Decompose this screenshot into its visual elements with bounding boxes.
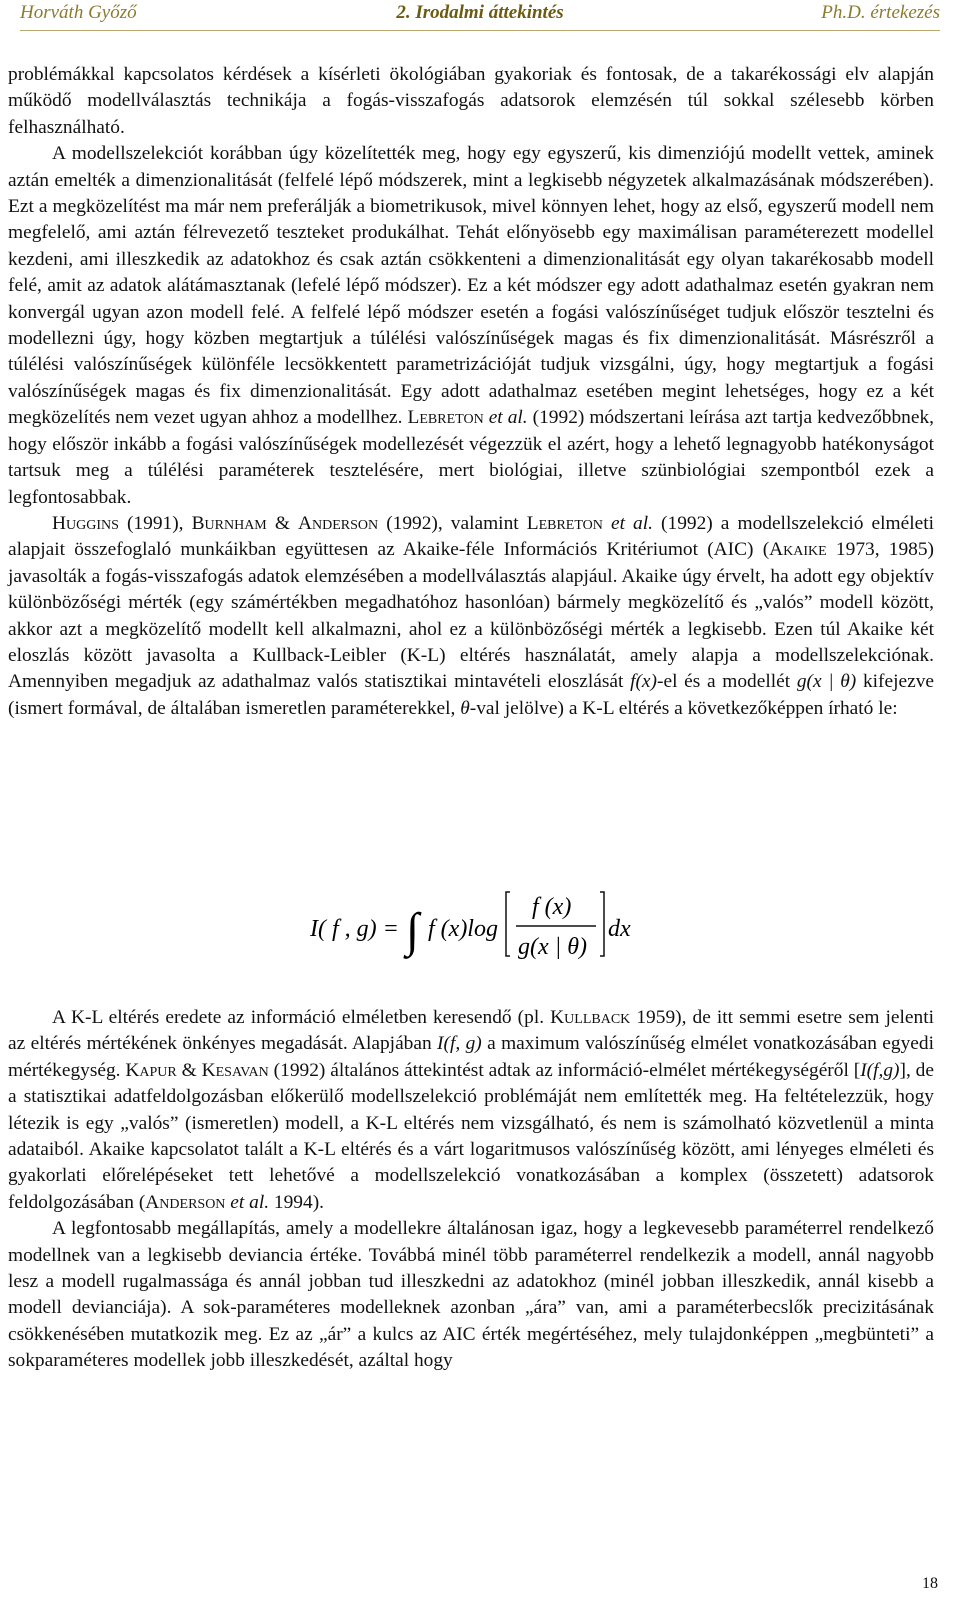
page-header (0, 0, 960, 40)
paragraph-3 (8, 511, 934, 722)
header-chapter: 2. Irodalmi áttekintés (396, 2, 564, 23)
paragraph-2-text: A modellszelekciót korábban úgy közelítették meg, hogy egy egyszerű, kis dimenziójú modellt vettek, aminek aztán emelték a dimenzionalitását (felfelé lépő módszerek, mint a legkisebb négyzetek alkalmazásának módszerében). Ezt a megközelítést ma már nem preferálják a biometrikusok, mivel könnyen lehet, hogy az első, egyszerű modell nem megfelelő, ami aztán félrevezető teszteket produkálhat. Tehát előnyösebb egy maximálisan paraméterezett modellel kezdeni, ami illeszkedik az adatokhoz és csak aztán csökkenteni a dimenzionalitását egy olyan takarékosabb modell felé, amit az adatok alátámasztanak (lefelé lépő módszer). Ez a két módszer egy adott adathalmaz esetén gyakran nem konvergál ugyan azon modell felé. A felfelé lépő módszer esetén a fogási valószínűséget tudjuk először tesztelni és modellezni úgy, hogy közben megtartjuk a túlélési valószínűségek magas és fix dimenzionalitását. Másrészről a túlélési valószínűségek különféle lecsökkentett parametrizációját tudjuk vizsgálni, úgy, hogy megtartjuk a fogási valószínűségek magas és fix dimenzionalitását. Egy adott adathalmaz esetében megint lehetséges, hogy ez a két megközelítés nem vezet ugyan ahhoz a modellhez. (8, 143, 934, 429)
p4-f: ], de a statisztikai adatfeldolgozásban előkerülő modellszelekció problémáját nem említették meg. Ha feltételezzük, hogy létezik is egy „valós” (ismeretlen) modell, a K-L eltérés nem vizsgálható, és nem is számolható közvetlenül a minta adataiból. Akaike kapcsolatot talált a K-L eltérés és a várt logaritmusos valószínűség között, ami lényeges elméleti és gyakorlati előrelépéseket tett lehetővé a modellszelekció vonatkozásában a komplex (összetett) adatsorok feldolgozásában ( (8, 1059, 934, 1213)
p3-b: & (266, 512, 298, 534)
formula-integrand: f (x)log (428, 916, 498, 942)
p3-f: -el és a modellét (657, 671, 797, 693)
ref-lebreton: Lebreton (407, 407, 484, 429)
p4-b: 1959), de itt semmi esetre sem jelenti az eltérés mértékének önkényes megadását. Alapjában (8, 1007, 935, 1055)
ref-kullback: Kullback (550, 1007, 631, 1028)
p4-d: & (176, 1059, 202, 1081)
p4-e: (1992) általános áttekintést adtak az információ-elmélet mértékegységéről [ (268, 1059, 861, 1081)
ref-burnham: Burnham (191, 512, 267, 534)
p3-h: -val jelölve) a K-L eltérés a következőképpen írható le: (469, 697, 898, 719)
p4-a: A K-L eltérés eredete az információ elméletben keresendő (pl. (52, 1007, 551, 1028)
paragraph-5: A legfontosabb megállapítás, amely a modellekre általánosan igaz, hogy a legkevesebb paraméterrel rendelkező modellnek van a legkisebb deviancia értéke. Továbbá minél több paraméterrel rendelkezik a modell, annál nagyobb lesz a modell rugalmassága és annál jobban tud illeszkedni az adatokhoz (minél jobban illeszkedik, annál kisebb a modell devianciája). A sok-paraméteres modelleknek azonban „ára” van, ami a paraméterbecslők precizitásának csökkenésében mutatkozik meg. Ez az „ár” a kulcs az AIC érték megértéséhez, mely tulajdonképpen „megbünteti” a sokparaméteres modellek jobb illeszkedését, azáltal hogy (8, 1218, 934, 1372)
body-text-upper (8, 62, 934, 722)
ifg-symbol: I(f, g) (437, 1033, 482, 1055)
header-doc-type: Ph.D. értekezés (821, 2, 940, 23)
ref-et-al: et al. (488, 407, 528, 429)
theta-symbol: θ (460, 697, 470, 719)
ref-anderson: Anderson (298, 512, 379, 534)
p3-d: (1992) a modellszelekció elméleti alapjait összefoglaló munkáikban együttesen az Akaike-féle Információs Kritériumot (AIC) ( (8, 512, 934, 561)
formula-lhs: I( f , g) = (310, 916, 399, 942)
formula-svg (310, 874, 650, 974)
right-bracket (600, 892, 604, 956)
paragraph-2 (8, 141, 934, 511)
p3-e: 1973, 1985) javasolták a fogás-visszafogás adatok elemzésében a modellválasztás alapjául. Akaike úgy érvelt, ha adott egy objektív különbözőségi mérték (egy számértékben megadhatóhoz hasonlóan) bármely megközelítő és „valós” modell között, akkor azt a megközelítő modellt kell alkalmazni, ahol ez a különbözőségi mérték a legkisebb. Ezen túl Akaike két eloszlás között javasolta a Kullback-Leibler (K-L) eltérés használatát, amely alapja a modellszelekciónak. Amennyiben megadjuk az adathalmaz valós statisztikai mintavételi eloszlását (8, 539, 934, 693)
ifg-symbol-2: I(f,g) (860, 1059, 900, 1081)
p3-g: kifejezve (ismert formával, de általában ismeretlen paraméterekkel, (8, 671, 934, 719)
page-number: 18 (922, 1575, 938, 1592)
integral-sign: ∫ (406, 904, 420, 957)
header-rule (20, 30, 940, 31)
p4-g: 1994). (269, 1191, 324, 1213)
left-bracket (506, 892, 510, 956)
ref-et-al-3: et al. (230, 1191, 270, 1213)
kl-divergence-formula (310, 874, 650, 974)
header-author: Horváth Győző (20, 2, 137, 23)
formula-dx: dx (608, 916, 631, 942)
ref-huggins: Huggins (52, 512, 119, 534)
formula-denominator: g(x | θ) (518, 934, 588, 960)
p3-c: (1992), valamint (378, 512, 527, 534)
fx-symbol: f(x) (630, 671, 657, 693)
paragraph-1: problémákkal kapcsolatos kérdések a kísérleti ökológiában gyakoriak és fontosak, de a takarékossági elv alapján működő modellválasztás technikája a fogás-visszafogás adatsorok elemzésén túl sokkal szélesebb körben felhasználható. (8, 64, 934, 138)
paragraph-2-cont: (1992) módszertani leírása azt tartja kedvezőbbnek, hogy először inkább a fogási valószínűségek modellezését végezzük el azért, hogy a lehető legnagyobb hatékonyságot tartsuk meg a túlélési paraméterek tesztelésére, mert biológiai, illetve szünbiológiai szempontból ezek a legfontosabbak. (8, 407, 934, 508)
p3-a: (1991), (118, 512, 192, 534)
ref-lebreton-2: Lebreton (526, 512, 603, 534)
paragraph-4 (8, 1005, 934, 1216)
ref-anderson-2: Anderson (145, 1191, 226, 1213)
formula-numerator: f (x) (532, 894, 572, 920)
ref-kapur: Kapur (125, 1059, 177, 1081)
ref-akaike: Akaike (769, 539, 827, 561)
p4-c: a maximum valószínűség elmélet vonatkozásában egyedi mértékegység. (8, 1033, 934, 1081)
ref-et-al-2: et al. (610, 512, 653, 534)
gx-symbol: g(x | θ) (796, 671, 857, 693)
ref-kesavan: Kesavan (201, 1059, 269, 1081)
body-text-lower (8, 1005, 934, 1375)
